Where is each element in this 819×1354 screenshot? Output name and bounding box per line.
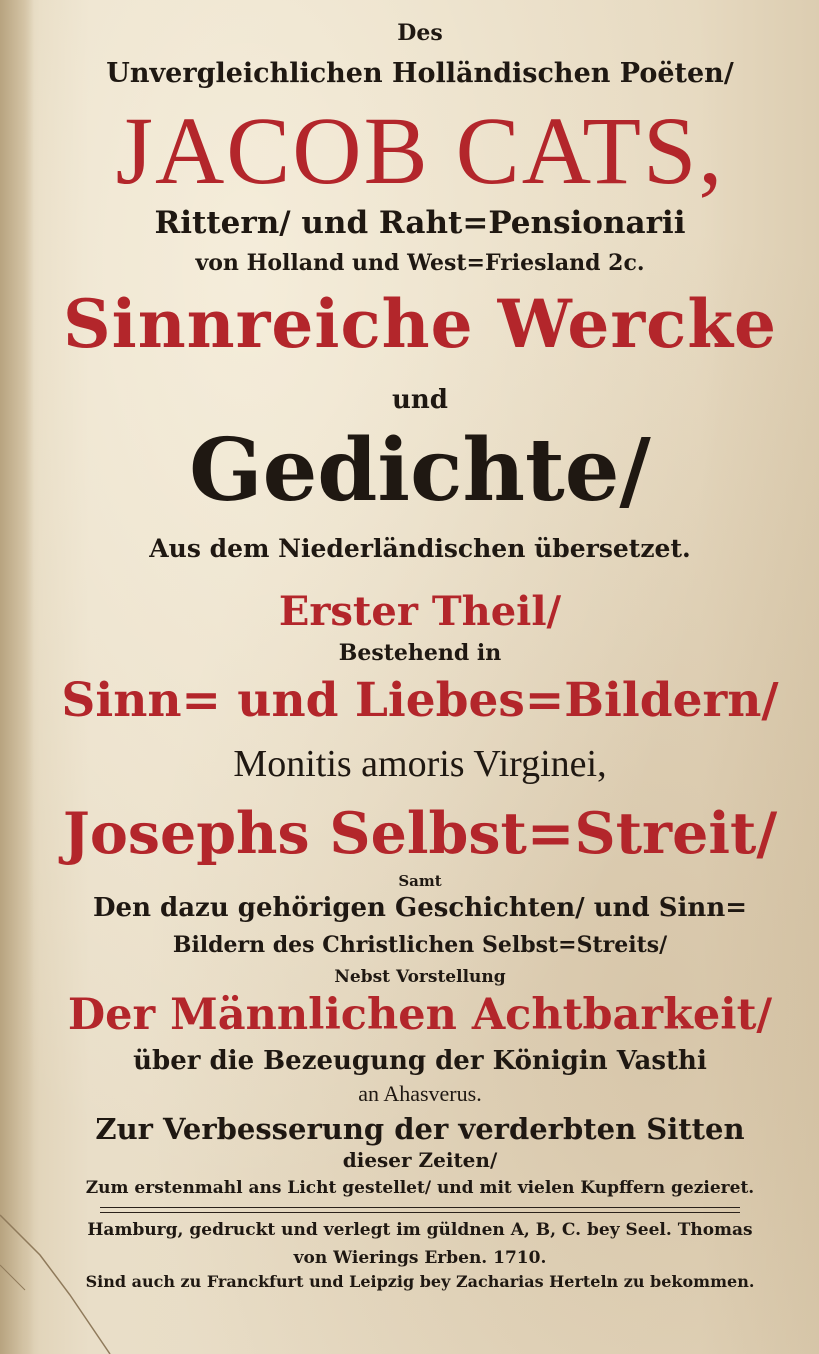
dieser-zeiten-line: dieser Zeiten/ bbox=[342, 1148, 498, 1172]
zum-erstenmahl-line: Zum erstenmahl ans Licht gestellet/ und mit vielen Kupffern gezieret. bbox=[85, 1178, 755, 1198]
imprint-line-1: Hamburg, gedruckt und verlegt im güldnen A, B, C. bey Seel. Thomas bbox=[87, 1220, 753, 1240]
des-line: Des bbox=[397, 20, 443, 46]
imprint-rule-top bbox=[100, 1207, 740, 1208]
monitis-line: Monitis amoris Virginei, bbox=[233, 743, 607, 785]
binding-gutter bbox=[0, 0, 34, 1354]
author-name: JACOB CATS, bbox=[115, 97, 725, 204]
und-line: und bbox=[392, 385, 448, 415]
rittern-line: Rittern/ und Raht=Pensionarii bbox=[154, 205, 686, 241]
josephs-selbst-streit-heading: Josephs Selbst=Streit/ bbox=[62, 800, 778, 867]
gedichte-heading: Gedichte/ bbox=[189, 420, 651, 521]
maennlichen-achtbarkeit-heading: Der Männlichen Achtbarkeit/ bbox=[67, 990, 773, 1040]
unvergleichlichen-line: Unvergleichlichen Holländischen Poëten/ bbox=[106, 58, 734, 89]
zur-verbesserung-line: Zur Verbesserung der verderbten Sitten bbox=[95, 1112, 745, 1146]
ueber-die-line: über die Bezeugung der Königin Vasthi bbox=[133, 1046, 707, 1076]
an-ahasverus-line: an Ahasverus. bbox=[358, 1081, 482, 1106]
samt-line: Samt bbox=[398, 872, 442, 890]
den-dazu-line: Den dazu gehörigen Geschichten/ und Sinn= bbox=[92, 893, 748, 923]
bestehend-line: Bestehend in bbox=[338, 640, 502, 666]
sinnreiche-wercke-heading: Sinnreiche Wercke bbox=[62, 285, 778, 363]
imprint-line-2: von Wierings Erben. 1710. bbox=[293, 1248, 547, 1268]
von-holland-line: von Holland und West=Friesland 2c. bbox=[195, 250, 645, 276]
aus-dem-line: Aus dem Niederländischen übersetzet. bbox=[149, 534, 691, 563]
sinn-liebes-bildern-heading: Sinn= und Liebes=Bildern/ bbox=[61, 673, 779, 728]
bildern-des-line: Bildern des Christlichen Selbst=Streits/ bbox=[172, 932, 668, 958]
imprint-rule-bottom bbox=[100, 1212, 740, 1213]
erster-theil-heading: Erster Theil/ bbox=[278, 588, 562, 635]
imprint-line-3: Sind auch zu Franckfurt und Leipzig bey Zacharias Herteln zu bekommen. bbox=[85, 1272, 755, 1291]
nebst-line: Nebst Vorstellung bbox=[334, 967, 506, 987]
